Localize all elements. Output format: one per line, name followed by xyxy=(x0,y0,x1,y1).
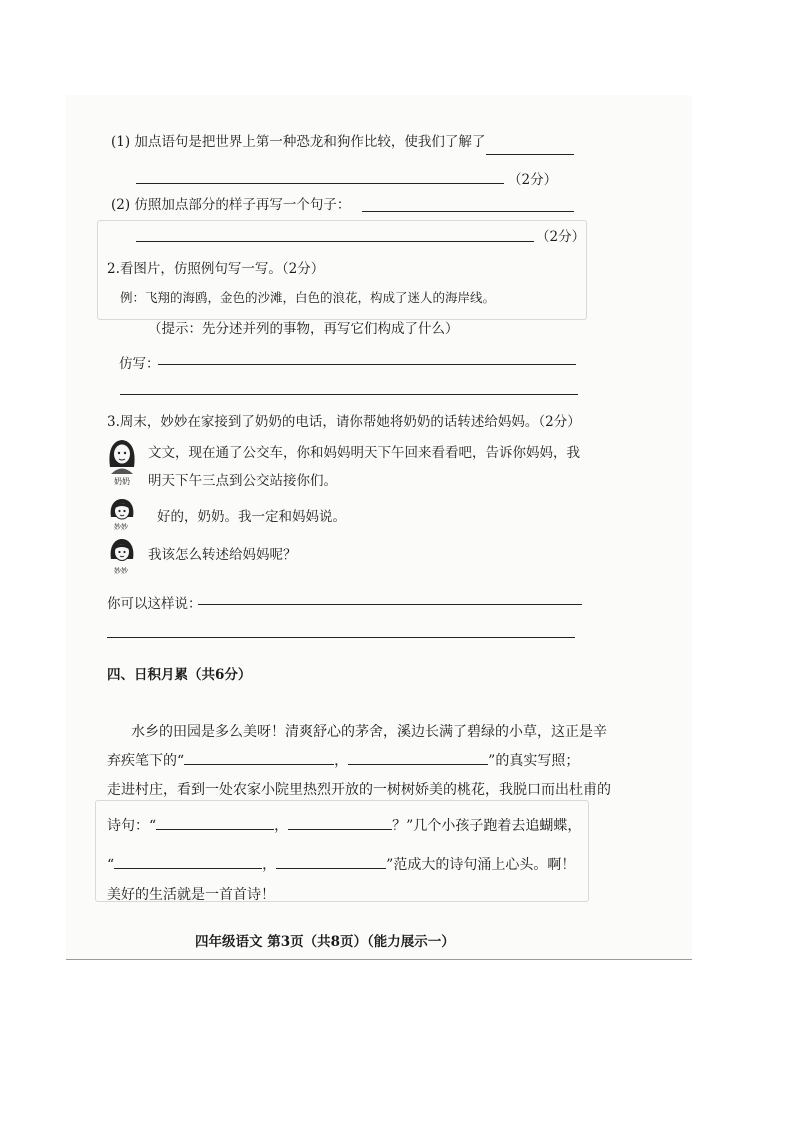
poem-prefix-3: “ xyxy=(107,857,115,873)
miaomiao-avatar-2-icon xyxy=(107,537,137,565)
poem-blank-1[interactable] xyxy=(184,750,334,765)
section4-para-line-3: 走进村庄，看到一处农家小院里热烈开放的一树树娇美的桃花，我脱口而出杜甫的 xyxy=(107,782,611,798)
poem-prefix-1: 弃疾笔下的“ xyxy=(107,753,185,769)
poem-comma-3: ， xyxy=(262,857,277,873)
q3-title: 3.周末，妙妙在家接到了奶奶的电话，请你帮她将奶奶的话转述给妈妈。（2分） xyxy=(107,414,581,430)
section4-para-line-2 xyxy=(107,750,579,770)
q2-write-label: 仿写： xyxy=(119,356,160,372)
q1-part1-blank-1[interactable] xyxy=(486,154,574,155)
section4-heading: 四、日积月累（共6分） xyxy=(107,667,252,683)
grandma-speech-line-2: 明天下午三点到公交站接你们。 xyxy=(148,473,337,489)
poem-blank-5[interactable] xyxy=(114,854,262,869)
grandma-label: 奶奶 xyxy=(114,477,130,486)
miaomiao-avatar-icon xyxy=(107,497,137,523)
q1-part2-blank-1[interactable] xyxy=(362,211,574,212)
q3-answer-blank-2[interactable] xyxy=(107,637,575,638)
poem-blank-4[interactable] xyxy=(288,815,392,830)
q2-hint: （提示：先分述并列的事物，再写它们构成了什么） xyxy=(148,321,459,337)
poem-suffix-2: ？”几个小孩子跑着去追蝴蝶， xyxy=(392,818,582,834)
miaomiao-reply: 好的，奶奶。我一定和妈妈说。 xyxy=(157,509,346,525)
poem-comma-1: ， xyxy=(334,753,349,769)
section4-para-line-1: 水乡的田园是多么美呀！清爽舒心的茅舍，溪边长满了碧绿的小草，这正是辛 xyxy=(131,724,607,740)
poem-comma-2: ， xyxy=(274,818,289,834)
poem-suffix-3: ”范成大的诗句涌上心头。啊！ xyxy=(386,857,576,873)
q1-part1-score: （2分） xyxy=(508,172,558,188)
section4-para-line-6: 美好的生活就是一首首诗！ xyxy=(107,887,275,903)
section4-para-line-5 xyxy=(107,854,575,874)
q1-part2-text: (2) 仿照加点部分的样子再写一个句子： xyxy=(111,197,351,213)
miaomiao-label-2: 妙妙 xyxy=(114,567,128,575)
poem-blank-6[interactable] xyxy=(276,854,386,869)
section4-para-line-4 xyxy=(107,815,581,835)
q1-part2-blank-2[interactable] xyxy=(136,241,534,242)
page-bottom-edge xyxy=(66,959,692,960)
miaomiao-label-1: 妙妙 xyxy=(114,523,128,531)
q2-write-blank-1[interactable] xyxy=(158,364,576,365)
poem-prefix-2: 诗句：“ xyxy=(107,818,157,834)
q2-example: 例：飞翔的海鸥，金色的沙滩，白色的浪花，构成了迷人的海岸线。 xyxy=(120,290,496,305)
q3-answer-blank-1[interactable] xyxy=(198,604,582,605)
poem-suffix-1: ”的真实写照； xyxy=(488,753,580,769)
q3-answer-label: 你可以这样说： xyxy=(107,596,202,612)
q2-title: 2.看图片，仿照例句写一写。（2分） xyxy=(107,261,325,277)
grandma-speech-line-1: 文文，现在通了公交车，你和妈妈明天下午回来看看吧，告诉你妈妈，我 xyxy=(148,445,580,461)
q1-part1-blank-2[interactable] xyxy=(136,183,504,184)
q2-write-blank-2[interactable] xyxy=(120,394,578,395)
miaomiao-question: 我该怎么转述给妈妈呢？ xyxy=(148,547,297,563)
grandma-avatar-icon xyxy=(105,437,139,475)
q1-part2-score: （2分） xyxy=(536,229,586,245)
poem-blank-2[interactable] xyxy=(348,750,488,765)
page-footer: 四年级语文 第3页（共8页）（能力展示一） xyxy=(195,934,455,950)
q1-part1-text: (1) 加点语句是把世界上第一种恐龙和狗作比较，使我们了解了 xyxy=(111,134,486,150)
poem-blank-3[interactable] xyxy=(156,815,274,830)
